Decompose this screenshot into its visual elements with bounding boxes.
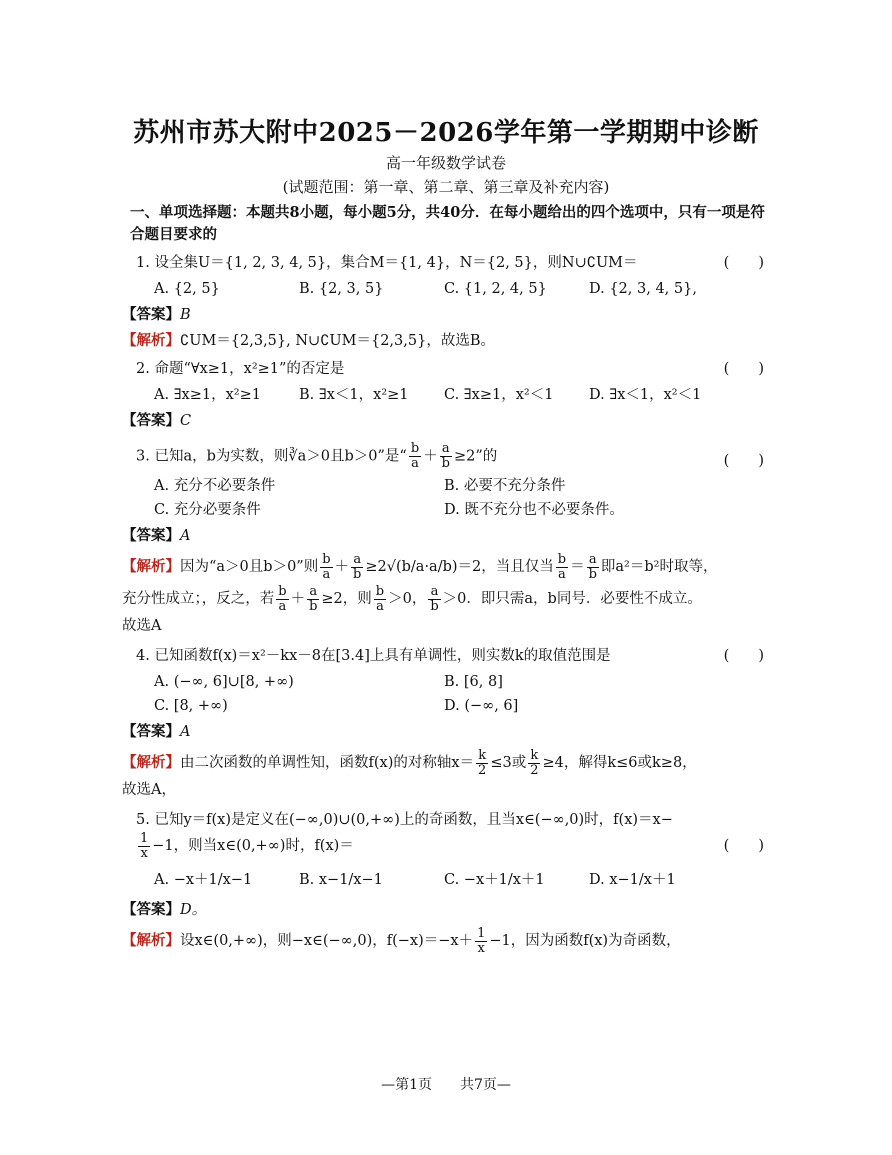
answer-tag: 【答案】 [122, 412, 180, 429]
question-stem: 2. 命题“∀x≥1，x²≥1”的否定是 [136, 361, 345, 377]
answer-value: C [180, 413, 192, 429]
answer-tag: 【答案】 [122, 901, 180, 918]
exam-scope: (试题范围：第一章、第二章、第三章及补充内容) [282, 178, 610, 196]
explanation-tag: 【解析】 [122, 558, 180, 575]
option-c: C. [8, +∞) [154, 698, 228, 714]
stem-part: 3. 已知a，b为实数，则∛a＞0且b＞0”是“ [136, 448, 407, 465]
option-b: B. ∃x＜1，x²≥1 [299, 387, 409, 403]
answer-value: D。 [180, 902, 207, 918]
explanation [122, 330, 772, 352]
numerator: a [587, 553, 599, 568]
question-1 [136, 252, 772, 300]
option-d: D. (−∞, 6] [444, 698, 519, 714]
answer-paren: ( ) [723, 648, 764, 664]
fraction-a-over-b [307, 585, 319, 614]
question-2 [136, 358, 772, 406]
denominator: b [309, 598, 318, 614]
explanation-text: 由二次函数的单调性知，函数f(x)的对称轴x＝ [180, 755, 475, 771]
explanation [122, 747, 772, 779]
numerator: b [410, 441, 420, 456]
option-c: C. ∃x≥1，x²＜1 [444, 387, 554, 403]
denominator: 2 [530, 762, 539, 778]
fraction-a-over-b [440, 442, 452, 471]
answer-paren: ( ) [723, 453, 764, 469]
section-heading: 一、单项选择题：本题共8小题，每小题5分，共40分．在每小题给出的四个选项中，只有一项是符合题目要求的 [130, 204, 765, 243]
answer-line [122, 899, 772, 921]
numerator: b [278, 583, 287, 599]
answer-value: A [180, 724, 191, 740]
page-footer: —第1页 共7页— [381, 1077, 511, 1093]
option-d: D. {2, 3, 4, 5}, [589, 281, 697, 297]
denominator: b [588, 566, 597, 582]
question-stem: 3. 已知a，b为实数，则∛a＞0且b＞0”是“ $\frac{b}{a}$ ＋ $\frac{a}{b}$ ≥2”的 [136, 441, 498, 471]
denominator: b [441, 456, 450, 471]
explanation-text: ＞0．即只需a，b同号．必要性不成立。 [442, 591, 702, 607]
question-3 [136, 442, 772, 521]
answer-tag: 【答案】 [122, 527, 180, 544]
fraction-b-over-a [320, 553, 332, 582]
denominator: a [278, 598, 287, 614]
numerator: a [428, 585, 440, 600]
question-stem: 5. 已知y＝f(x)是定义在(−∞,0)∪(0,+∞)上的奇函数，且当x∈(−∞,0)时，f(x)＝x− [136, 812, 673, 828]
option-c: C. 充分必要条件 [154, 502, 261, 518]
denominator: 2 [478, 762, 487, 778]
explanation-tag: 【解析】 [122, 754, 180, 771]
fraction-1-over-x [475, 927, 487, 956]
answer-tag: 【答案】 [122, 306, 180, 323]
fraction-k-over-2 [476, 749, 488, 778]
explanation-text: 即a²＝b²时取等， [600, 559, 718, 575]
explanation-text: ≥2√(b/a·a/b)＝2，当且仅当 [365, 559, 554, 575]
option-c: C. {1, 2, 4, 5} [444, 281, 547, 297]
numerator: k [528, 749, 540, 764]
answer-line [122, 410, 772, 432]
answer-value: B [180, 307, 191, 323]
answer-value: A [180, 528, 191, 544]
explanation-conclusion: 故选A [122, 618, 162, 634]
explanation-text: 设x∈(0,+∞)，则−x∈(−∞,0)，f(−x)＝−x＋ [180, 933, 474, 949]
option-d: D. ∃x＜1，x²＜1 [589, 387, 702, 403]
page-subtitle: 高一年级数学试卷 [385, 154, 506, 172]
denominator: x [477, 940, 485, 956]
option-b: B. x−1/x−1 [299, 872, 383, 888]
option-a: A. ∃x≥1，x²≥1 [154, 387, 261, 403]
numerator: a [307, 585, 319, 600]
option-a: A. (−∞, 6]∪[8, +∞) [154, 674, 294, 690]
question-5 [136, 809, 772, 891]
explanation-text: 充分性成立；，反之，若 [122, 591, 275, 607]
options [154, 671, 772, 717]
denominator: a [411, 456, 419, 471]
question-4 [136, 645, 772, 717]
answer-line [122, 304, 772, 326]
numerator: b [557, 551, 567, 567]
explanation-text: ∁UM＝{2,3,5}, N∪∁UM＝{2,3,5}，故选B。 [180, 333, 495, 349]
explanation-tag: 【解析】 [122, 932, 180, 949]
fraction-a-over-b [587, 553, 599, 582]
answer-tag: 【答案】 [122, 723, 180, 740]
option-b: B. {2, 3, 5} [299, 281, 384, 297]
question-stem: 1. 设全集U＝{1, 2, 3, 4, 5}，集合M＝{1, 4}，N＝{2, 5}，则N∪∁UM＝ [136, 255, 638, 271]
denominator: x [140, 845, 148, 861]
numerator: a [351, 553, 363, 568]
explanation-text: 因为“a＞0且b＞0”则 [180, 559, 319, 575]
question-stem [136, 831, 772, 861]
fraction-b-over-a [276, 585, 288, 614]
stem-part: ≥2”的 [453, 448, 498, 465]
answer-paren: ( ) [723, 838, 764, 854]
denominator: a [376, 598, 384, 614]
option-b: B. 必要不充分条件 [444, 478, 566, 494]
numerator: b [322, 551, 331, 567]
fraction-b-over-a [409, 442, 421, 471]
answer-paren: ( ) [723, 255, 764, 271]
answer-paren: ( ) [723, 361, 764, 377]
option-a: A. 充分不必要条件 [154, 478, 276, 494]
stem-part: −1，则当x∈(0,+∞)时，f(x)＝ [152, 838, 354, 854]
numerator: a [440, 442, 452, 457]
page-title: 苏州市苏大附中2025－2026学年第一学期期中诊断 [133, 118, 759, 148]
explanation-text: ≥4，解得k≤6或k≥8， [542, 755, 697, 771]
explanation-text: −1，因为函数f(x)为奇函数， [489, 933, 681, 949]
answer-line [122, 721, 772, 743]
answer-line [122, 525, 772, 547]
numerator: k [476, 749, 488, 764]
option-d: D. x−1/x＋1 [589, 872, 676, 888]
question-stem: 4. 已知函数f(x)＝x²－kx－8在[3.4]上具有单调性，则实数k的取值范围是 [136, 648, 611, 664]
denominator: a [322, 566, 331, 582]
numerator: b [375, 583, 385, 599]
fraction-k-over-2 [528, 749, 540, 778]
option-d: D. 既不充分也不必要条件。 [444, 502, 624, 518]
option-a: A. −x＋1/x−1 [154, 872, 253, 888]
options [154, 278, 772, 300]
exam-content [122, 202, 772, 957]
denominator: b [430, 598, 439, 614]
explanation-text: ≥2，则 [321, 591, 372, 607]
denominator: b [353, 566, 362, 582]
explanation-text: ≤3或 [490, 755, 527, 771]
fraction-1-over-x [138, 832, 150, 861]
option-b: B. [6, 8] [444, 674, 503, 690]
fraction-a-over-b [351, 553, 363, 582]
options [154, 475, 772, 521]
explanation-conclusion: 故选A， [122, 782, 176, 798]
explanation-text: ＞0， [388, 591, 427, 607]
numerator: 1 [140, 830, 149, 846]
options [154, 869, 772, 891]
option-c: C. −x＋1/x＋1 [444, 872, 545, 888]
explanation: 【解析】因为“a＞0且b＞0”则 $\frac{b}{a}$ ＋ $\frac{a}{b}$ ≥2√(b/a·a/b)＝2，当且仅当 $\frac{b}{a}$ ＝ $\frac{a}{b}$ 即a²＝b²时取等， 充分性成立；，反之，若 $\frac{b}{a}$ ＋ $\frac{a}{b}$ ≥2，则 $\frac{b}{a}$ ＞0， $\frac{a}{b}$ ＞0．即只需a，b同号．必要性不成立。 [122, 551, 718, 614]
fraction-b-over-a [556, 553, 568, 582]
denominator: a [558, 566, 566, 582]
option-a: A. {2, 5} [154, 281, 220, 297]
numerator: 1 [477, 925, 486, 941]
explanation-tag: 【解析】 [122, 332, 180, 349]
options [154, 384, 772, 406]
explanation [122, 925, 772, 957]
fraction-a-over-b [428, 585, 440, 614]
fraction-b-over-a [374, 585, 386, 614]
